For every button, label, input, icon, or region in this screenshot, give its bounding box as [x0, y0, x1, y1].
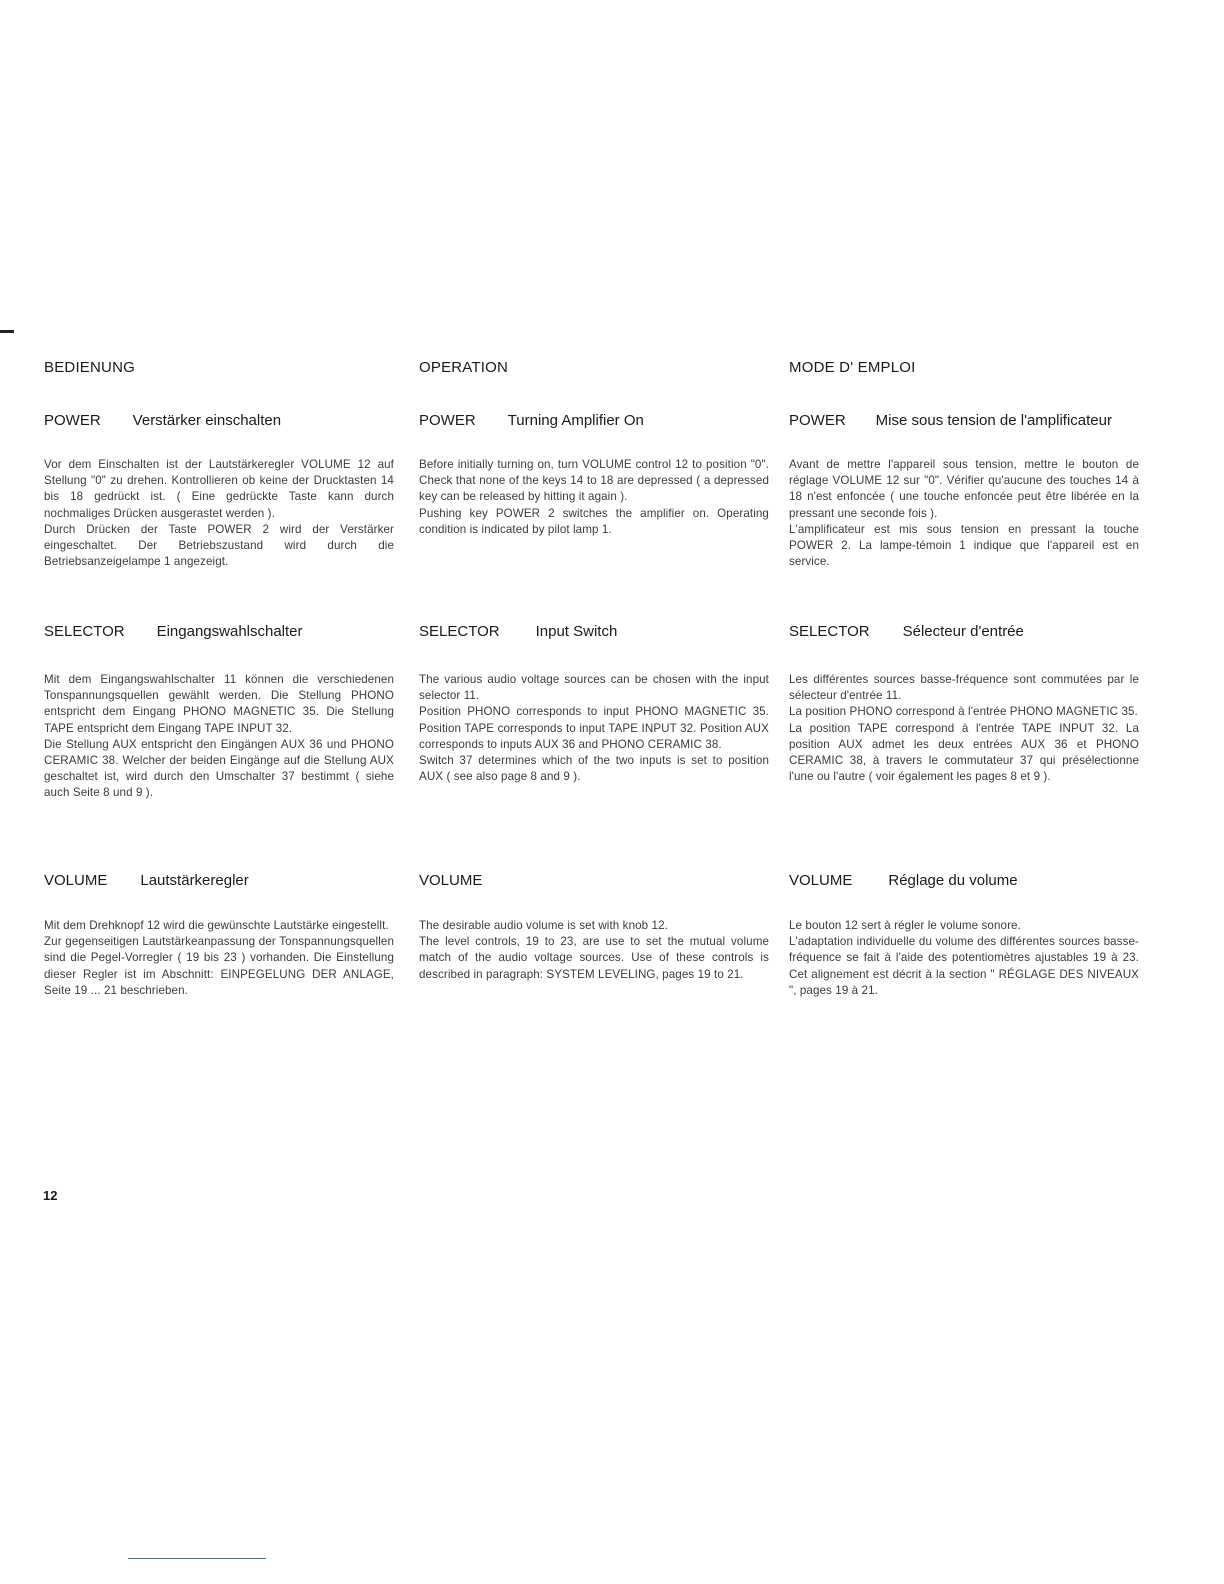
- paragraph: L'amplificateur est mis sous tension en pressant la touche POWER 2. La lampe-témoin 1 indique que l'appareil est en service.: [789, 522, 1139, 569]
- section-body-selector: [44, 672, 394, 802]
- section-subtitle: Sélecteur d'entrée: [902, 623, 1024, 640]
- section-subtitle: Turning Amplifier On: [507, 412, 644, 429]
- paragraph: Avant de mettre l'appareil sous tension, mettre le bouton de réglage VOLUME 12 sur "0". Vérifier qu'aucune des touches 14 à 18 n'est enfoncée ( une touche enfoncée peut être libérée en la pressant une seconde fois ).: [789, 458, 1139, 520]
- section-keyword: VOLUME: [789, 872, 853, 889]
- section-title-volume: [789, 872, 1018, 889]
- section-body-volume: [419, 918, 769, 983]
- column-heading: MODE D' EMPLOI: [789, 359, 916, 376]
- bottom-rule: [128, 1558, 266, 1559]
- paragraph: Zur gegenseitigen Lautstärkeanpassung der Tonspannungsquellen sind die Pegel-Vorregler ( 19 bis 23 ) vorhanden. Die Einstellung dieser Regler ist im Abschnitt: EINPEGELUNG DER ANLAGE, Seite 19 ... 21 beschrieben.: [44, 935, 394, 997]
- section-title-selector: [44, 623, 303, 640]
- paragraph: Position PHONO corresponds to input PHONO MAGNETIC 35. Position TAPE corresponds to input TAPE INPUT 32. Position AUX corresponds to inputs AUX 36 and PHONO CERAMIC 38.: [419, 705, 769, 751]
- section-body-power: [789, 457, 1139, 570]
- margin-mark: [0, 330, 14, 333]
- paragraph: The level controls, 19 to 23, are use to set the mutual volume match of the audio voltage sources. Use of these controls is described in paragraph: SYSTEM LEVELING, pages 19 to 21.: [419, 935, 769, 981]
- section-keyword: SELECTOR: [44, 623, 125, 640]
- section-body-selector: [419, 672, 769, 785]
- paragraph: L'adaptation individuelle du volume des différentes sources basse-fréquence se fait à l'aide des potentiomètres ajustables 19 à 23. Cet alignement est décrit à la section " RÉGLAGE DES NIVEAUX ", pages 19 à 21.: [789, 935, 1139, 997]
- section-title-power: [419, 412, 644, 429]
- section-title-volume: [419, 872, 482, 889]
- paragraph: Les différentes sources basse-fréquence sont commutées par le sélecteur d'entrée 11.: [789, 673, 1139, 703]
- column-heading: OPERATION: [419, 359, 509, 376]
- column-heading: BEDIENUNG: [44, 359, 135, 376]
- section-title-power: [789, 412, 1112, 429]
- section-title-selector: [789, 623, 1024, 640]
- section-title-volume: [44, 872, 249, 889]
- section-keyword: VOLUME: [44, 872, 108, 889]
- paragraph: Mit dem Eingangswahlschalter 11 können die verschiedenen Tonspannungsquellen gewählt werden. Die Stellung PHONO entspricht dem Eingang PHONO MAGNETIC 35. Die Stellung TAPE entspricht dem Eingang TAPE INPUT 32.: [44, 673, 394, 735]
- section-body-power: [419, 457, 769, 538]
- paragraph: Le bouton 12 sert à régler le volume sonore.: [789, 919, 1021, 932]
- section-keyword: SELECTOR: [789, 623, 870, 640]
- section-body-volume: [44, 918, 394, 999]
- paragraph: Vor dem Einschalten ist der Lautstärkeregler VOLUME 12 auf Stellung "0" zu drehen. Kontrollieren ob keine der Drucktasten 14 bis 18 gedrückt ist. ( Eine gedrückte Taste kann durch nochmaliges Drücken ausgerastet werden ).: [44, 458, 394, 520]
- section-subtitle: Eingangswahlschalter: [156, 623, 303, 640]
- paragraph: Before initially turning on, turn VOLUME control 12 to position "0". Check that none of the keys 14 to 18 are depressed ( a depressed key can be released by hitting it again ).: [419, 458, 769, 504]
- paragraph: Switch 37 determines which of the two inputs is set to position AUX ( see also page 8 and 9 ).: [419, 754, 769, 784]
- section-keyword: POWER: [789, 412, 846, 429]
- section-keyword: VOLUME: [419, 872, 483, 889]
- section-body-selector: [789, 672, 1139, 785]
- section-body-volume: [789, 918, 1139, 999]
- page-number: 12: [43, 1188, 58, 1203]
- section-subtitle: Réglage du volume: [888, 872, 1018, 889]
- paragraph: Mit dem Drehknopf 12 wird die gewünschte Lautstärke eingestellt.: [44, 919, 389, 932]
- paragraph: The desirable audio volume is set with knob 12.: [419, 919, 668, 932]
- paragraph: Pushing key POWER 2 switches the amplifier on. Operating condition is indicated by pilot lamp 1.: [419, 506, 769, 536]
- section-subtitle: Lautstärkeregler: [140, 872, 249, 889]
- section-title-power: [44, 412, 281, 429]
- section-subtitle: Verstärker einschalten: [132, 412, 282, 429]
- paragraph: Durch Drücken der Taste POWER 2 wird der Verstärker eingeschaltet. Der Betriebszustand wird durch die Betriebsanzeigelampe 1 angezeigt.: [44, 522, 394, 569]
- section-title-selector: [419, 623, 617, 640]
- paragraph: Die Stellung AUX entspricht den Eingängen AUX 36 und PHONO CERAMIC 38. Welcher der beiden Eingänge auf die Stellung AUX geschaltet ist, wird durch den Umschalter 37 bestimmt ( siehe auch Seite 8 und 9 ).: [44, 737, 394, 800]
- section-body-power: [44, 457, 394, 570]
- section-keyword: SELECTOR: [419, 623, 500, 640]
- section-subtitle: Input Switch: [535, 623, 618, 640]
- paragraph: La position TAPE correspond à l'entrée TAPE INPUT 32. La position AUX admet les deux entrées AUX 36 et PHONO CERAMIC 38, à travers le commutateur 37 qui présélectionne l'une ou l'autre ( voir également les pages 8 et 9 ).: [789, 721, 1139, 784]
- section-keyword: POWER: [44, 412, 101, 429]
- section-subtitle: Mise sous tension de l'amplificateur: [875, 412, 1112, 429]
- section-keyword: POWER: [419, 412, 476, 429]
- paragraph: La position PHONO correspond à l'entrée PHONO MAGNETIC 35.: [789, 705, 1138, 719]
- paragraph: The various audio voltage sources can be chosen with the input selector 11.: [419, 673, 769, 703]
